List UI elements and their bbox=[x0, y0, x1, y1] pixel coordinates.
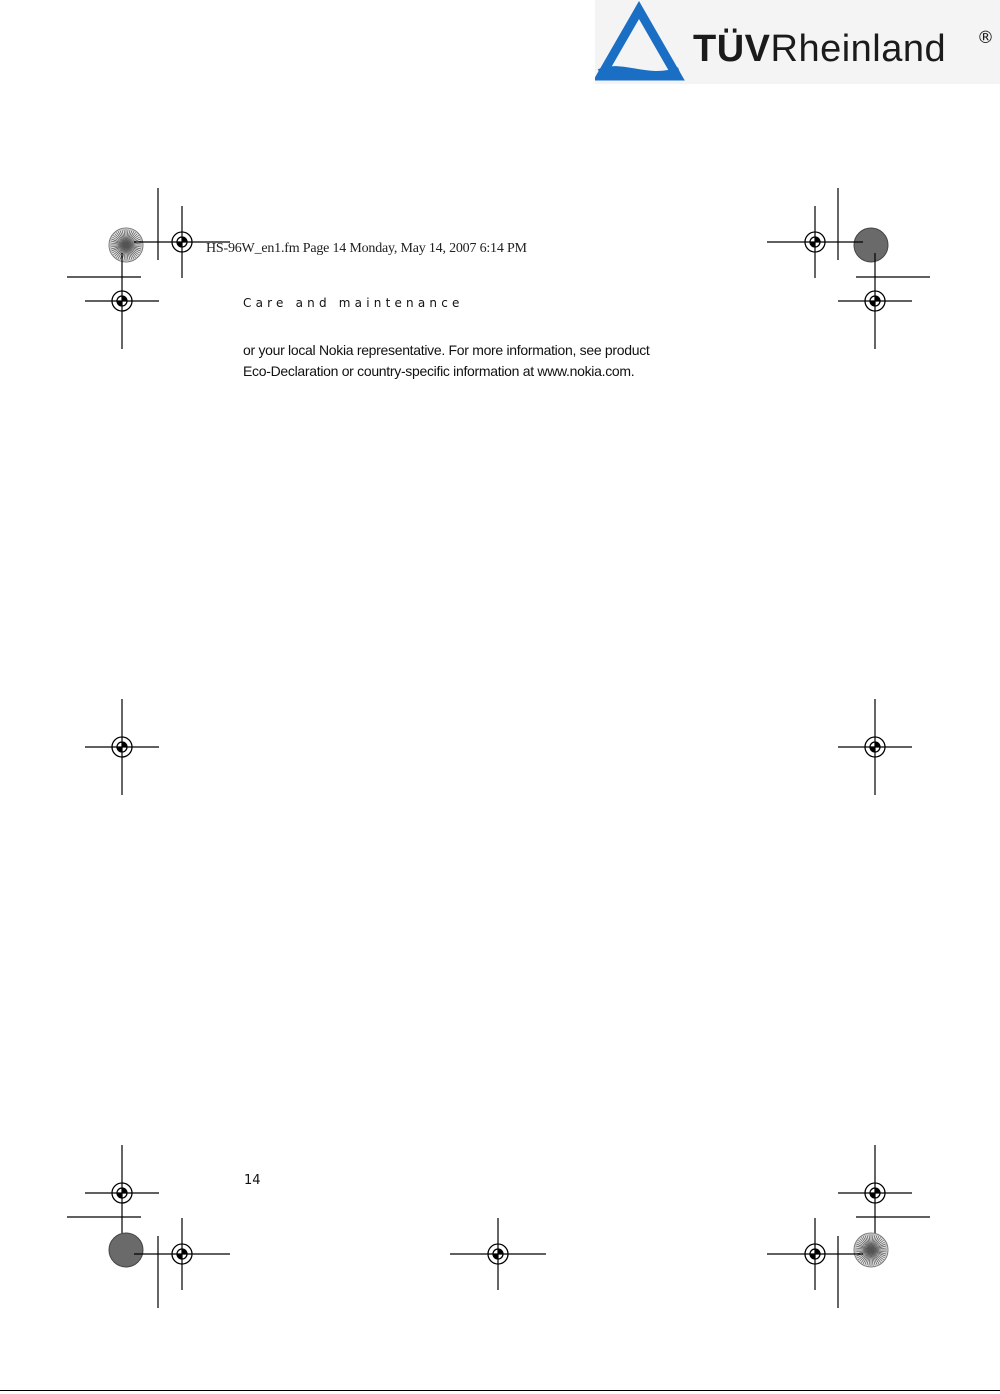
registration-mark-icon bbox=[134, 1218, 230, 1290]
color-bar-icon bbox=[109, 1233, 143, 1267]
tuv-rheinland-logo bbox=[595, 0, 1000, 84]
color-bar-icon bbox=[854, 228, 888, 262]
registration-mark-icon bbox=[85, 253, 159, 349]
bottom-divider bbox=[0, 1390, 1000, 1391]
registration-mark-icon bbox=[838, 253, 912, 349]
page-number: 14 bbox=[244, 1173, 261, 1188]
starburst-icon bbox=[109, 228, 143, 262]
registration-mark-icon bbox=[85, 699, 159, 795]
registration-mark-icon bbox=[838, 1145, 912, 1241]
logo-brand-bold: TÜV bbox=[693, 28, 771, 70]
starburst-icon bbox=[854, 1233, 888, 1267]
section-title: Care and maintenance bbox=[243, 296, 464, 310]
registered-mark: ® bbox=[977, 28, 994, 48]
registration-mark-icon bbox=[767, 206, 863, 278]
file-slug-header: HS-96W_en1.fm Page 14 Monday, May 14, 2007 6:14 PM bbox=[206, 241, 527, 256]
registration-mark-icon bbox=[838, 699, 912, 795]
body-text-line-1: or your local Nokia representative. For more information, see product bbox=[243, 342, 650, 358]
registration-mark-icon bbox=[450, 1218, 546, 1290]
tuv-triangle-icon bbox=[595, 0, 685, 84]
registration-mark-icon bbox=[767, 1218, 863, 1290]
body-text-line-2: Eco-Declaration or country-specific information at www.nokia.com. bbox=[243, 363, 635, 379]
logo-brand-light: Rheinland bbox=[770, 28, 947, 70]
logo-wordmark bbox=[693, 28, 946, 71]
registration-mark-icon bbox=[85, 1145, 159, 1241]
